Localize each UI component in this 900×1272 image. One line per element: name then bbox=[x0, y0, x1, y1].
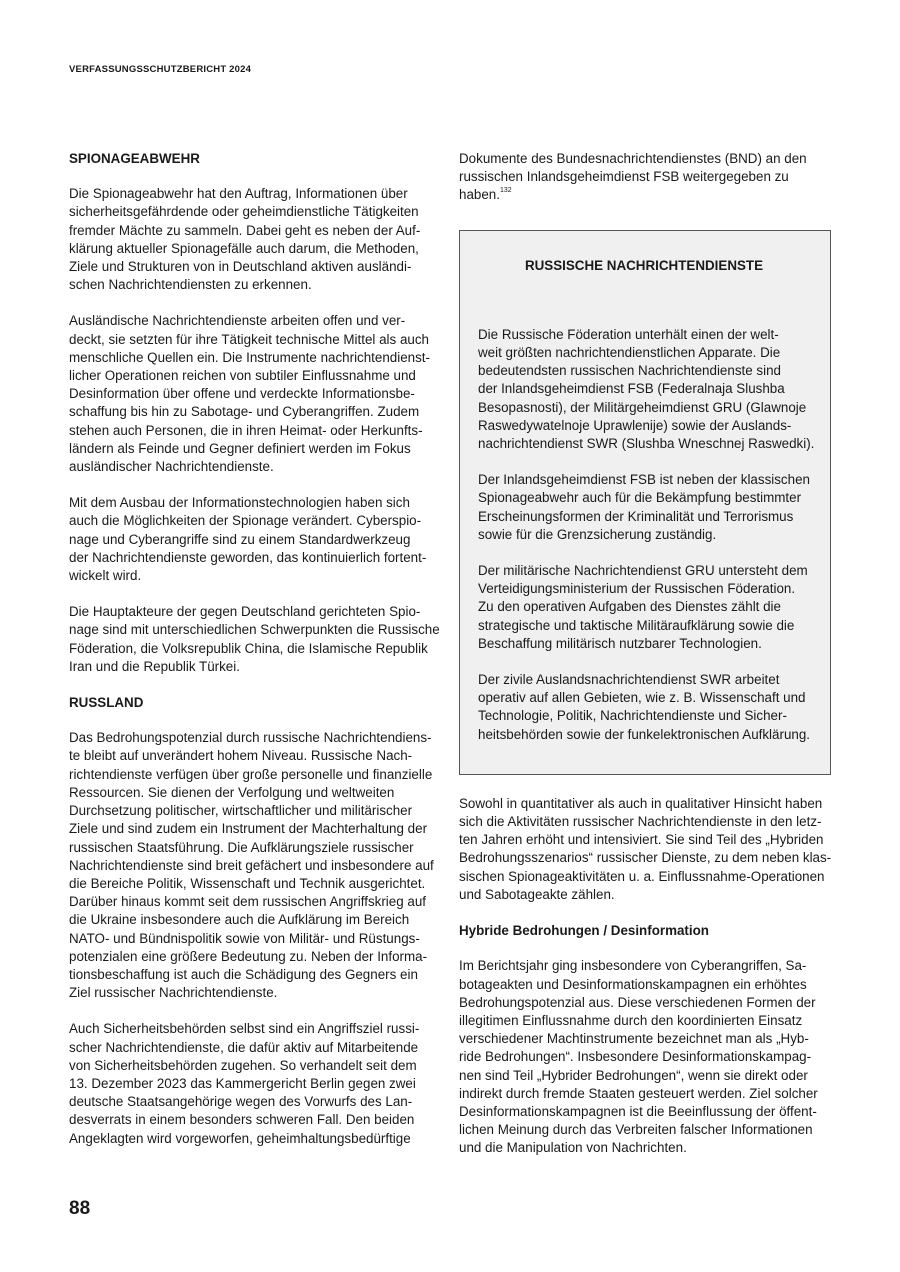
text-line: botageakten und Desinformationskampagnen ein erhöhtes bbox=[459, 976, 807, 992]
text-line: te bleibt auf unverändert hohem Niveau. Russische Nach- bbox=[69, 748, 413, 764]
text-line: Ressourcen. Sie dienen der Verfolgung und weltweiten bbox=[69, 784, 395, 800]
text-line: ride Bedrohungen“. Insbesondere Desinformationskampag- bbox=[459, 1049, 812, 1065]
text-line: schaffung bis hin zu Sabotage- und Cyberangriffen. Zudem bbox=[69, 404, 420, 420]
infobox-russische-nachrichtendienste bbox=[459, 230, 831, 775]
text-line: nachrichtendienst SWR (Slushba Wneschnej Raswedki). bbox=[478, 436, 815, 452]
subheading-hybride-bedrohungen: Hybride Bedrohungen / Desinformation bbox=[459, 923, 709, 939]
text-line: illegitimen Einflussnahme durch den koordinierten Einsatz bbox=[459, 1012, 803, 1028]
text-line: und Sabotageakte zählen. bbox=[459, 886, 615, 902]
text-line: Föderation, die Volksrepublik China, die Islamische Republik bbox=[69, 640, 428, 656]
text-line: klärung aktueller Spionagefälle auch darum, die Methoden, bbox=[69, 240, 419, 256]
text-line: Nachrichtendienste sind breit gefächert und insbesondere auf bbox=[69, 857, 434, 873]
text-line: heitsbehörden sowie der funkelektronischen Aufklärung. bbox=[478, 726, 810, 742]
infobox-title: RUSSISCHE NACHRICHTENDIENSTE bbox=[524, 257, 764, 273]
text-line: nage sind mit unterschiedlichen Schwerpunkten die Russische bbox=[69, 622, 440, 638]
text-line: richtendienste verfügen über große personelle und finanzielle bbox=[69, 766, 433, 782]
text-line: die Ukraine insbesondere auch die Aufklärung im Bereich bbox=[69, 912, 410, 928]
text-line: nen sind Teil „Hybrider Bedrohungen“, wenn sie direkt oder bbox=[459, 1067, 808, 1083]
text-line: sischen Spionageaktivitäten u. a. Einflussnahme-Operationen bbox=[459, 868, 825, 884]
text-line: strategische und taktische Militäraufklärung sowie die bbox=[478, 617, 795, 633]
text-line: russischen Staatsführung. Die Aufklärungsziele russischer bbox=[69, 839, 414, 855]
text-line: Beschaffung militärisch nutzbarer Technologien. bbox=[478, 635, 762, 651]
page-number: 88 bbox=[69, 1198, 91, 1219]
text-line: auch die Möglichkeiten der Spionage verändert. Cyberspio- bbox=[69, 513, 422, 529]
text-line: sich die Aktivitäten russischer Nachrichtendienste in den letz- bbox=[459, 814, 822, 830]
text-line: potenzialen eine größere Bedeutung zu. Neben der Informa- bbox=[69, 948, 428, 964]
text-line: schen Nachrichtendiensten zu erkennen. bbox=[69, 277, 312, 293]
text-line: Iran und die Republik Türkei. bbox=[69, 658, 240, 674]
text-line: Zu den operativen Aufgaben des Dienstes zählt die bbox=[478, 599, 781, 615]
text-line: Sowohl in quantitativer als auch in qualitativer Hinsicht haben bbox=[459, 795, 823, 811]
section-heading-russland: RUSSLAND bbox=[69, 695, 144, 711]
text-line: Mit dem Ausbau der Informationstechnologien haben sich bbox=[69, 495, 410, 511]
text-line: nage und Cyberangriffe sind zu einem Standardwerkzeug bbox=[69, 531, 411, 547]
text-line: Auch Sicherheitsbehörden selbst sind ein Angriffsziel russi- bbox=[69, 1021, 420, 1037]
paragraph bbox=[478, 562, 810, 653]
final-paragraph bbox=[459, 957, 831, 1157]
text-line: Im Berichtsjahr ging insbesondere von Cyberangriffen, Sa- bbox=[459, 958, 807, 974]
text-line: bedeutendsten russischen Nachrichtendienste sind bbox=[478, 363, 781, 379]
text-line: Die Spionageabwehr hat den Auftrag, Informationen über bbox=[69, 186, 408, 202]
text-line: Spionageabwehr auch für die Bekämpfung bestimmter bbox=[478, 490, 802, 506]
paragraph bbox=[69, 494, 441, 585]
text-line: Bedrohungsszenarios“ russischer Dienste, zu dem neben klas- bbox=[459, 850, 832, 866]
text-line: Der militärische Nachrichtendienst GRU untersteht dem bbox=[478, 563, 808, 579]
text-line: Ausländische Nachrichtendienste arbeiten offen und ver- bbox=[69, 313, 406, 329]
paragraph bbox=[478, 471, 810, 544]
text-line: Angeklagten wird vorgeworfen, geheimhaltungsbedürftige bbox=[69, 1130, 411, 1146]
text-line: lichen Meinung durch das Verbreiten falscher Informationen bbox=[459, 1122, 813, 1138]
text-line: der Inlandsgeheimdienst FSB (Federalnaja Slushba bbox=[478, 381, 785, 397]
right-column bbox=[459, 150, 831, 1176]
text-line: deckt, sie setzten für ihre Tätigkeit technische Mittel als auch bbox=[69, 331, 429, 347]
text-line: Desinformation über offene und verdeckte Informationsbe- bbox=[69, 386, 415, 402]
text-line: und die Manipulation von Nachrichten. bbox=[459, 1140, 687, 1156]
text-line: fremder Mächte zu sammeln. Dabei geht es neben der Auf- bbox=[69, 222, 421, 238]
text-line: die Bereiche Politik, Wissenschaft und Technik ausgerichtet. bbox=[69, 875, 426, 891]
paragraph bbox=[69, 603, 441, 676]
text-line: Bedrohungspotenzial aus. Diese verschiedenen Formen der bbox=[459, 994, 816, 1010]
paragraph bbox=[69, 1020, 441, 1147]
text-line: Technologie, Politik, Nachrichtendienste und Sicher- bbox=[478, 708, 787, 724]
text-line: operativ auf allen Gebieten, wie z. B. Wissenschaft und bbox=[478, 690, 806, 706]
continuation-paragraph bbox=[459, 150, 831, 205]
text-line: NATO- und Bündnispolitik sowie von Militär- und Rüstungs- bbox=[69, 930, 420, 946]
infobox-body bbox=[478, 326, 815, 744]
text-line: sicherheitsgefährdende oder geheimdienstliche Tätigkeiten bbox=[69, 204, 419, 220]
text-line: von Sicherheitsbehörden zugehen. So verhandelt seit dem bbox=[69, 1057, 417, 1073]
text-line: Der Inlandsgeheimdienst FSB ist neben der klassischen bbox=[478, 472, 810, 488]
text-line: 13. Dezember 2023 das Kammergericht Berlin gegen zwei bbox=[69, 1075, 416, 1091]
text-line: ausländischer Nachrichtendienste. bbox=[69, 459, 274, 475]
text-line: Ziel russischer Nachrichtendienste. bbox=[69, 985, 278, 1001]
text-line: tionsbeschaffung ist auch die Schädigung des Gegners ein bbox=[69, 966, 418, 982]
text-line: Besopasnosti), der Militärgeheimdienst GRU (Glawnoje bbox=[478, 399, 807, 415]
text-line: Ziele und sind zudem ein Instrument der Machterhaltung der bbox=[69, 821, 428, 837]
after-box-paragraph bbox=[459, 795, 831, 904]
text-line: Dokumente des Bundesnachrichtendienstes (BND) an den bbox=[459, 151, 807, 166]
section1-body bbox=[69, 185, 441, 676]
text-line: stehen auch Personen, die in ihren Heimat- oder Herkunfts- bbox=[69, 422, 423, 438]
paragraph bbox=[478, 326, 815, 453]
text-line: haben. bbox=[459, 187, 500, 203]
text-line: indirekt durch fremde Staaten gesteuert werden. Ziel solcher bbox=[459, 1085, 818, 1101]
text-line: der Nachrichtendienste geworden, das kontinuierlich fortent- bbox=[69, 549, 427, 565]
section2-body bbox=[69, 729, 441, 1147]
text-line: Erscheinungsformen der Kriminalität und Terrorismus bbox=[478, 508, 794, 524]
text-line: ten Jahren erhöht und intensiviert. Sie sind Teil des „Hybriden bbox=[459, 832, 824, 848]
running-header-title: VERFASSUNGSSCHUTZBERICHT 2024 bbox=[69, 64, 252, 75]
text-line: Desinformationskampagnen ist die Beeinflussung der öffent- bbox=[459, 1103, 817, 1119]
text-line: Raswedywatelnoje Uprawlenije) sowie der Auslands- bbox=[478, 417, 792, 433]
text-line: deutsche Staatsangehörige wegen des Vorwurfs des Lan- bbox=[69, 1094, 413, 1110]
text-line: Ziele und Strukturen von in Deutschland aktiven ausländi- bbox=[69, 259, 412, 275]
text-line: Durchsetzung politischer, wirtschaftlicher und militärischer bbox=[69, 803, 413, 819]
text-line: wickelt wird. bbox=[69, 568, 142, 584]
paragraph bbox=[478, 671, 810, 744]
text-line: desverrats in einem besonders schweren Fall. Den beiden bbox=[69, 1112, 415, 1128]
text-line: sowie für die Grenzsicherung zuständig. bbox=[478, 526, 717, 542]
left-column bbox=[69, 150, 441, 1166]
paragraph bbox=[69, 312, 441, 476]
section-heading-spionageabwehr: SPIONAGEABWEHR bbox=[69, 151, 200, 166]
paragraph bbox=[69, 185, 441, 294]
text-line: licher Operationen reichen von subtiler Einflussnahme und bbox=[69, 368, 416, 384]
text-line: ländern als Feinde und Gegner definiert werden im Fokus bbox=[69, 440, 411, 456]
paragraph bbox=[69, 729, 441, 1002]
text-line: Darüber hinaus kommt seit dem russischen Angriffskrieg auf bbox=[69, 894, 426, 910]
text-line: Der zivile Auslandsnachrichtendienst SWR arbeitet bbox=[478, 672, 780, 688]
text-line: scher Nachrichtendienste, die dafür aktiv auf Mitarbeitende bbox=[69, 1039, 419, 1055]
text-line: menschliche Quellen ein. Die Instrumente nachrichtendienst- bbox=[69, 349, 430, 365]
text-line: russischen Inlandsgeheimdienst FSB weitergegeben zu bbox=[459, 169, 789, 185]
continuation-text bbox=[459, 150, 831, 202]
text-line: weit größten nachrichtendienstlichen Apparate. Die bbox=[478, 345, 781, 361]
text-line: Die Russische Föderation unterhält einen der welt- bbox=[478, 326, 779, 342]
text-line: Das Bedrohungspotenzial durch russische Nachrichtendiens- bbox=[69, 730, 432, 746]
text-line: verschiedener Machtinstrumente bezeichnet man als „Hyb- bbox=[459, 1031, 809, 1047]
text-line: Verteidigungsministerium der Russischen Föderation. bbox=[478, 581, 796, 597]
footnote-reference[interactable]: 132 bbox=[499, 187, 512, 195]
text-line: Die Hauptakteure der gegen Deutschland gerichteten Spio- bbox=[69, 604, 421, 620]
